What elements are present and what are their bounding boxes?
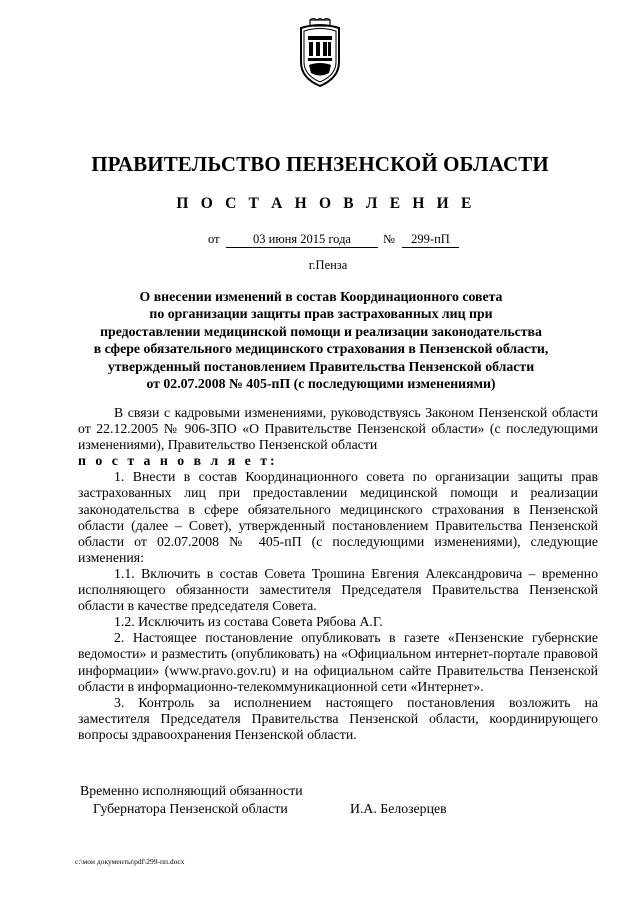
clause-1: 1. Внести в состав Координационного совета по организации защиты прав застрахованных лиц при предоставлении медицинской помощи и реализации законодательства в сфере обязательного медицинского страхования в Пензенской области (далее – Совет), утвержденный постановлением Правительства Пензенской области от 02.07.2008 № 405-пП (с последующими изменениями), следующие изменения:	[78, 469, 598, 565]
clause-3: 3. Контроль за исполнением настоящего постановления возложить на заместителя Председателя Правительства Пензенской области, координирующего вопросы здравоохранения Пензенской области.	[78, 694, 598, 742]
signatory-title-line2: Губернатора Пензенской области	[93, 801, 288, 816]
heading-line: в сфере обязательного медицинского страхования в Пензенской области,	[93, 341, 549, 357]
clause-1-1: 1.1. Включить в состав Совета Трошина Евгения Александровича – временно исполняющего обязанности заместителя Председателя Правительства Пензенской области в качестве председателя Совета.	[78, 565, 598, 614]
resolves-word: п о с т а н о в л я е т:	[78, 453, 278, 469]
number-sign: №	[383, 232, 395, 246]
number-field: 299-пП	[402, 232, 459, 248]
signatory-name: И.А. Белозерцев	[350, 801, 447, 816]
heading-line: по организации защиты прав застрахованных лиц при	[149, 306, 493, 322]
heading-line: О внесении изменений в состав Координационного совета	[139, 289, 503, 304]
heading-line: предоставлении медицинской помощи и реализации законодательства	[100, 323, 542, 339]
resolution-heading	[40, 288, 602, 392]
date-prefix: от	[208, 232, 220, 246]
city: г.Пенза	[308, 258, 348, 272]
heading-line: от 02.07.2008 № 405-пП (с последующими изменениями)	[146, 376, 496, 392]
government-title: ПРАВИТЕЛЬСТВО ПЕНЗЕНСКОЙ ОБЛАСТИ	[91, 152, 549, 176]
clause-1-2: 1.2. Исключить из состава Совета Рябова А.Г.	[114, 614, 383, 630]
intro-paragraph: В связи с кадровыми изменениями, руководствуясь Законом Пензенской области от 22.12.2005 № 906-ЗПО «О Правительстве Пензенской области» (с последующими изменениями), Правительство Пензенской области	[78, 405, 598, 453]
date-field: 03 июня 2015 года	[226, 232, 378, 248]
document-type: П О С Т А Н О В Л Е Н И Е	[176, 195, 476, 212]
signatory-title-line1: Временно исполняющий обязанности	[80, 783, 303, 798]
clause-2: 2. Настоящее постановление опубликовать в газете «Пензенские губернские ведомости» и разместить (опубликовать) на «Официальном интернет-портале правовой информации» (www.pravo.gov.ru) и на официальном сайте Правительства Пензенской области в информационно-телекоммуникационной сети «Интернет».	[78, 630, 598, 694]
heading-line: утвержденный постановлением Правительства Пензенской области	[107, 358, 535, 374]
coat-of-arms-icon	[295, 18, 345, 88]
resolution-body	[78, 405, 598, 743]
file-path-footer: c:\мои документы\pdf\299-пп.docx	[75, 857, 185, 866]
